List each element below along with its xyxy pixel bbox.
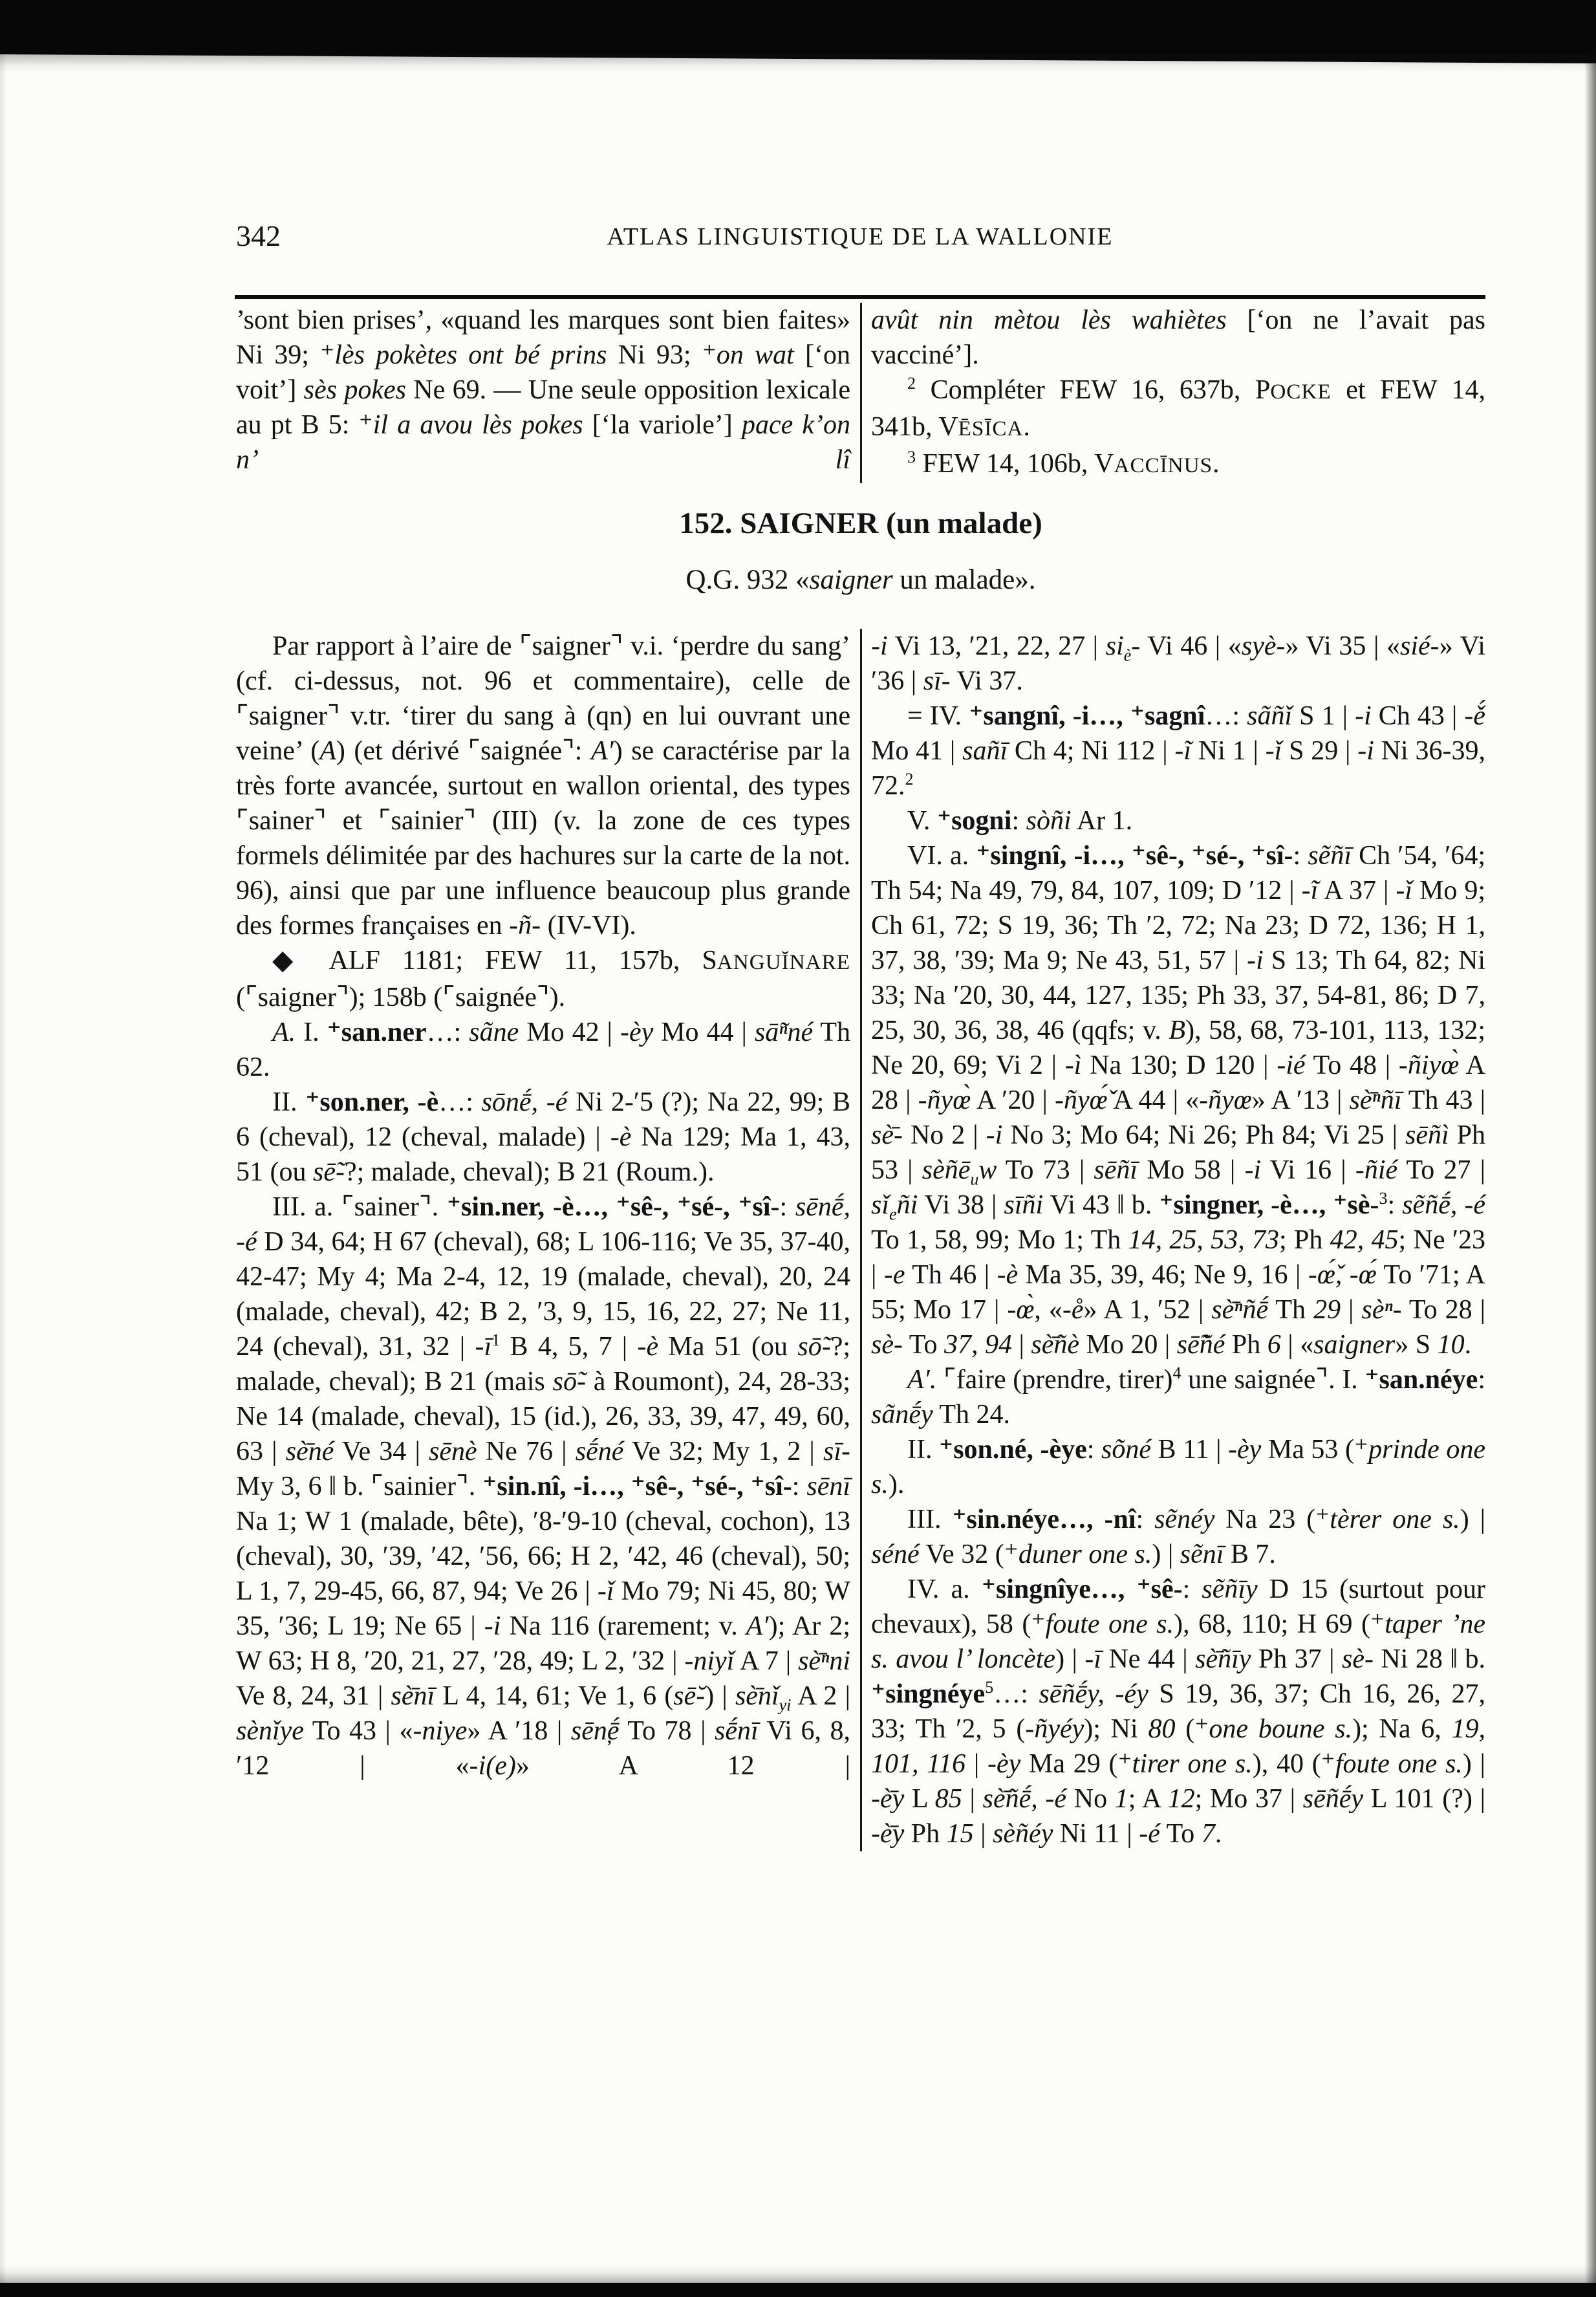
paragraph: ◆ ALF 1181; FEW 11, 157b, SANGUĬNARE (⌜saigner⌝); 158b (⌜saignée⌝). [236, 946, 850, 1012]
paragraph: = IV. ⁺sangnî, -i…, ⁺sagnî…: sãñǐ S 1 | -i Ch 43 | -ě́ Mo 41 | sañī Ch 4; Ni 112 | -ĩ Ni 1 | -ǐ S 29 | -i Ni 36-39, 72.$^2$ [871, 701, 1485, 801]
scan-artifact-bottom-band [0, 2283, 1596, 2297]
running-title: ATLAS LINGUISTIQUE DE LA WALLONIE [607, 223, 1114, 250]
section-subtitle: Q.G. 932 «saigner un malade». [685, 565, 1036, 595]
column-divider [860, 303, 862, 483]
paragraph: II. ⁺son.ner, -è…: sōnḗ, -é Ni 2-′5 (?); Na 22, 99; B 6 (cheval), 12 (cheval, malade) | -è Na 129; Ma 1, 43, 51 (ou sē̃-?; malade, cheval); B 21 (Roum.). [236, 1087, 850, 1187]
paragraph: IV. a. ⁺singnîye…, ⁺sê-: sẽñīy D 15 (surtout pour chevaux), 58 (⁺foute one s.), 68, 110; H 69 (⁺taper ’ne s. avou l’ loncète) | -ī Ne 44 | sè̄ñīy Ph 37 | sè- Ni 28 ‖ b. ⁺singnéye$^5$…: sēñḗy, -éy S 19, 36, 37; Ch 16, 26, 27, 33; Th ′2, 5 (-ñyéy); Ni 80 (⁺one boune s.); Na 6, 19, 101, 116 | -èy Ma 29 (⁺tirer one s.), 40 (⁺foute one s.) | -è̄y L 85 | sè̄ñḗ, -é No 1; A 12; Mo 37 | sēñḗy L 101 (?) | -è̄y Ph 15 | sèñéy Ni 11 | -é To 7. [871, 1574, 1485, 1849]
left-column [236, 629, 850, 1851]
scan-artifact-right-edge [1584, 0, 1596, 2297]
article-body [236, 629, 1485, 1851]
right-column-top [871, 303, 1485, 483]
scan-artifact-top-noise [0, 54, 1596, 74]
continuation-section [236, 303, 1485, 483]
paragraph: V. ⁺sogni: sòñi Ar 1. [907, 806, 1133, 836]
paragraph: II. ⁺son.né, -èye: sõné B 11 | -èy Ma 53 (⁺prinde one s.). [871, 1435, 1485, 1499]
paragraph: ’sont bien prises’, «quand les marques sont bien faites» Ni 39; ⁺lès pokètes ont bé prins Ni 93; ⁺on wat [‘on voit’] sès pokes Ne 69. — Une seule opposition lexicale au pt B 5: ⁺il a avou lès pokes [‘la variole’] pace k’on n’ lî [236, 305, 851, 475]
paragraph: -i Vi 13, ′21, 22, 27 | $si_è-$ Vi 46 | «syè-» Vi 35 | «sié-» Vi ′36 | sī- Vi 37. [871, 631, 1485, 696]
footnote: $^2$ Compléter FEW 16, 637b, POCKE et FEW 14, 341b, VĒSĪCA. [871, 374, 1485, 442]
left-column-top [236, 303, 850, 483]
paragraph: A. I. ⁺san.ner…: sãne Mo 42 | -èy Mo 44 | sā̃ⁿné Th 62. [236, 1018, 850, 1082]
paragraph: III. a. ⌜sainer⌝. ⁺sin.ner, -è…, ⁺sê-, ⁺sé-, ⁺sî-: sēnḗ, -é D 34, 64; H 67 (cheval), 68; L 106-116; Ve 35, 37-40, 42-47; My 4; Ma 2-4, 12, 19 (malade, cheval), 20, 24 (malade, cheval), 42; B 2, ′3, 9, 15, 16, 22, 27; Ne 11, 24 (cheval), 31, 32 | $-ī^1$ B 4, 5, 7 | -è Ma 51 (ou sō̃-?; malade, cheval); B 21 (mais sō̃- à Roumont), 24, 28-33; Ne 14 (malade, cheval), 15 (id.), 26, 33, 39, 47, 49, 60, 63 | sè̄né Ve 34 | sēnè Ne 76 | sḗné Ve 32; My 1, 2 | sī- My 3, 6 ‖ b. ⌜sainier⌝. ⁺sin.nî, -i…, ⁺sê-, ⁺sé-, ⁺sî-: sēnī Na 1; W 1 (malade, bête), ′8-′9-10 (cheval, cochon), 13 (cheval), 30, ′39, ′42, ′56, 66; H 2, ′42, 46 (cheval), 50; L 1, 7, 29-45, 66, 87, 94; Ve 26 | -ǐ Mo 79; Ni 45, 80; W 35, ′36; L 19; Ne 65 | -i Na 116 (rarement; v. A′); Ar 2; W 63; H 8, ′20, 21, 27, ′28, 49; L 2, ′32 | -niyǐ A 7 | sè̄ⁿni Ve 8, 24, 31 | sè̄nī L 4, 14, 61; Ve 1, 6 (sē̆-) | $sè̄nǐ_{yi}$ A 2 | sènǐye To 43 | «-niye» A ′18 | sēn̦ḗ To 78 | sḗnī Vi 6, 8, ′12 | «-i(e)» A 12 | [236, 1192, 851, 1781]
right-column [871, 629, 1485, 1851]
paragraph: III. ⁺sin.néye…, -nî: sẽnéy Na 23 (⁺tèrer one s.) | séné Ve 32 (⁺duner one s.) | sẽnī B 7. [871, 1505, 1485, 1569]
paragraph: Par rapport à l’aire de ⌜saigner⌝ v.i. ‘perdre du sang’ (cf. ci-dessus, not. 96 et commentaire), celle de ⌜saigner⌝ v.tr. ‘tirer du sang à (qn) en lui ouvrant une veine’ (A) (et dérivé ⌜saignée⌝: A′) se caractérise par la très forte avancée, surtout en wallon oriental, des types ⌜sainer⌝ et ⌜sainier⌝ (III) (v. la zone de ces types formels délimitée par des hachures sur la carte de la not. 96), ainsi que par une influence beaucoup plus grande des formes françaises en -ñ- (IV-VI). [236, 631, 850, 941]
paragraph: VI. a. ⁺singnî, -i…, ⁺sê-, ⁺sé-, ⁺sî-: sẽñī Ch ′54, ′64; Th 54; Na 49, 79, 84, 107, 109; D ′12 | -ĩ A 37 | -ǐ Mo 9; Ch 61, 72; S 19, 36; Th ′2, 72; Na 23; D 72, 136; H 1, 37, 38, ′39; Ma 9; Ne 43, 51, 57 | -i S 13; Th 64, 82; Ni 33; Na ′20, 30, 44, 127, 135; Ph 33, 37, 54-81, 86; D 7, 25, 30, 36, 38, 46 (qqfs; v. B), 58, 68, 73-101, 113, 132; Ne 20, 69; Vi 2 | -ì Na 130; D 120 | -ié To 48 | -ñiyœ̀ A 28 | -ñyœ̀ A ′20 | -ñyœ̌́ A 44 | «-ñyœ» A ′13 | sè̄ⁿñī Th 43 | sè̄- No 2 | -i No 3; Mo 64; Ni 26; Ph 84; Vi 25 | sēñì Ph 53 | sèñē$_u$w To 73 | sēñī Mo 58 | -i Vi 16 | -ñié To 27 | $sǐ_eñi$ Vi 38 | sīñi Vi 43 ‖ b. ⁺singner, -è…, ⁺sè-$^3$: sẽñḗ, -é To 1, 58, 99; Mo 1; Th 14, 25, 53, 73; Ph 42, 45; Ne ′23 | -e Th 46 | -è Ma 35, 39, 46; Ne 9, 16 | -œ̌́, -œ́ To ′71; A 55; Mo 17 | -œ̀, «-e̊» A 1, ′52 | sè̄ⁿñḗ Th 29 | sèⁿ- To 28 | sè- To 37, 94 | sè̄ñè Mo 20 | sē̃ñé Ph 6 | «saigner» S 10. [871, 841, 1486, 1360]
footnote: $^3$ FEW 14, 106b, VACCĪNUS. [907, 448, 1220, 479]
paragraph: avût nin mètou lès wahiètes [‘on ne l’avait pas vacciné’]. [871, 305, 1485, 370]
section-title: 152. SAIGNER (un malade) [679, 506, 1042, 540]
page-header [236, 219, 1484, 264]
header-rule [235, 295, 1485, 299]
article-heading [236, 506, 1485, 596]
scan-artifact-bottom-noise [0, 2265, 1596, 2283]
column-divider [860, 629, 862, 1851]
paragraph: A′. ⌜faire (prendre, tirer)$^4$ une saignée⌝. I. ⁺san.néye: sãnḗy Th 24. [871, 1364, 1485, 1430]
page-number: 342 [236, 219, 281, 252]
scan-artifact-left-edge [0, 0, 6, 2297]
